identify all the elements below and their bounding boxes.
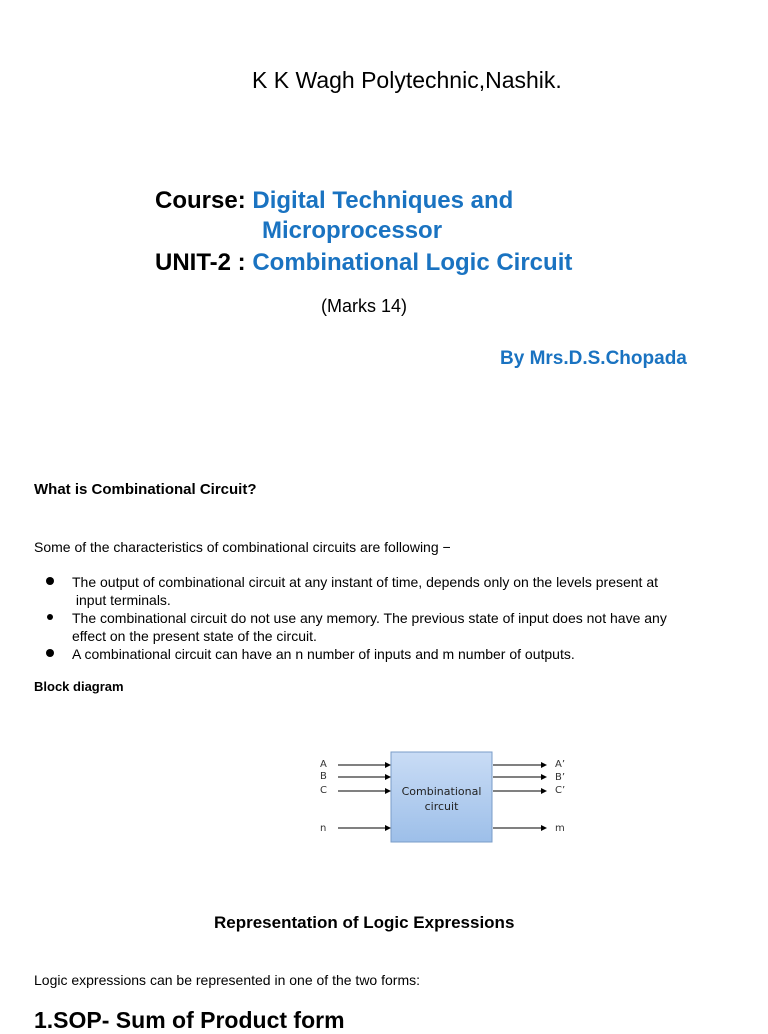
list-item-text-cont: effect on the present state of the circuit. (72, 628, 317, 644)
marks-label: (Marks 14) (321, 296, 408, 316)
course-name-line2: Microprocessor (262, 217, 443, 244)
representation-title: Representation of Logic Expressions (214, 913, 515, 932)
output-signals (493, 759, 565, 834)
list-item (46, 573, 736, 609)
list-item (46, 609, 736, 645)
input-signal (320, 759, 390, 770)
output-signal (493, 785, 565, 796)
output-signal (493, 772, 565, 783)
sop-heading: 1.SOP- Sum of Product form (34, 1007, 345, 1033)
unit-heading (155, 249, 572, 277)
list-item-text: The combinational circuit do not use any memory. The previous state of input does not have any (72, 610, 667, 626)
output-label: B’ (555, 772, 566, 783)
input-signals (320, 759, 390, 834)
bullet-dot-icon (46, 649, 54, 657)
course-label: Course: (155, 187, 253, 214)
output-label: m (555, 823, 565, 834)
input-signal (320, 785, 390, 796)
unit-label: UNIT-2 : (155, 249, 253, 276)
course-name-line1: Digital Techniques and (252, 187, 514, 214)
combinational-block-diagram (310, 745, 580, 855)
input-label: A (320, 759, 327, 770)
author-name: By Mrs.D.S.Chopada (500, 348, 687, 369)
course-heading (155, 187, 513, 215)
list-item-text: The output of combinational circuit at any instant of time, depends only on the levels present at (72, 574, 659, 590)
unit-name: Combinational Logic Circuit (252, 249, 573, 276)
input-signal (320, 771, 390, 782)
input-signal (320, 823, 390, 834)
output-label: A’ (555, 759, 566, 770)
output-signal (493, 823, 565, 834)
list-item-text: A combinational circuit can have an n number of inputs and m number of outputs. (72, 646, 575, 662)
input-label: C (320, 785, 327, 796)
forms-text: Logic expressions can be represented in one of the two forms: (34, 972, 420, 988)
box-label-line1: Combinational (401, 785, 482, 798)
characteristics-list (46, 573, 736, 663)
bullet-dot-icon (46, 577, 54, 585)
bullet-dot-icon (47, 614, 53, 620)
input-label: B (320, 771, 327, 782)
intro-text: Some of the characteristics of combinational circuits are following − (34, 539, 451, 555)
institute-name: K K Wagh Polytechnic,Nashik. (252, 67, 562, 93)
input-label: n (320, 823, 327, 834)
section-question: What is Combinational Circuit? (34, 481, 257, 498)
output-signal (493, 759, 565, 770)
list-item-text-cont: input terminals. (72, 592, 171, 608)
output-label: C’ (555, 785, 566, 796)
box-label-line2: circuit (424, 800, 459, 813)
list-item (46, 645, 736, 663)
block-diagram-label: Block diagram (34, 679, 124, 694)
